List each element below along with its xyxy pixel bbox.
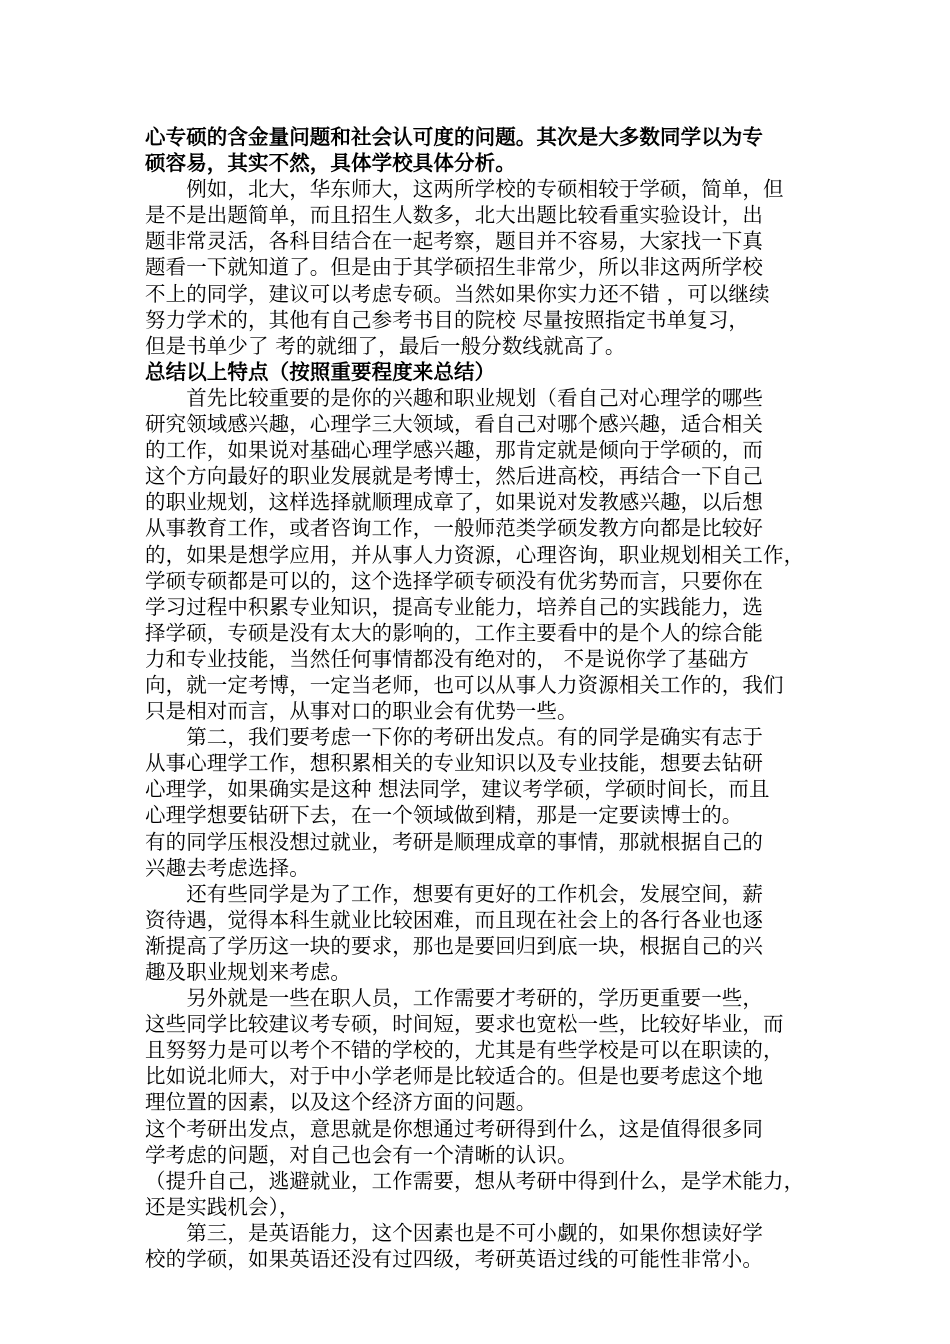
text-line: 有的同学压根没想过就业，考研是顺理成章的事情，那就根据自己的 [145,829,763,854]
text-line: 且努努力是可以考个不错的学校的，尤其是有些学校是可以在职读的， [145,1038,784,1063]
text-line: 心理学，如果确实是这种 想法同学，建议考学硕，学硕时间长，而且 [145,777,770,802]
text-line: （提升自己，逃避就业，工作需要，想从考研中得到什么，是学术能力， [145,1168,805,1193]
text-line: 校的学硕，如果英语还没有过四级，考研英语过线的可能性非常小。 [145,1247,763,1272]
text-line: 还有些同学是为了工作，想要有更好的工作机会，发展空间，薪 [145,881,763,906]
text-line: 题非常灵活，各科目结合在一起考察，题目并不容易，大家找一下真 [145,229,763,254]
text-line: 是不是出题简单，而且招生人数多，北大出题比较看重实验设计，出 [145,203,763,228]
text-line: 的，如果是想学应用，并从事人力资源，心理咨询，职业规划相关工作， [145,542,805,567]
heading-line: 总结以上特点（按照重要程度来总结） [145,359,496,384]
text-line: 第二，我们要考虑一下你的考研出发点。有的同学是确实有志于 [145,725,763,750]
text-line: 理位置的因素，以及这个经济方面的问题。 [145,1090,537,1115]
text-line: 从事心理学工作，想积累相关的专业知识以及专业技能，想要去钻研 [145,751,763,776]
text-line: 趣及职业规划来考虑。 [145,960,351,984]
text-line: 只是相对而言，从事对口的职业会有优势一些。 [145,699,578,724]
text-line: 兴趣去考虑选择。 [145,855,310,880]
document-page [145,124,817,1272]
text-line: 这个考研出发点，意思就是你想通过考研得到什么，这是值得很多同 [145,1116,763,1141]
text-line: 的职业规划，这样选择就顺理成章了，如果说对发教感兴趣，以后想 [145,490,763,515]
text-line: 资待遇，觉得本科生就业比较困难，而且现在社会上的各行各业也逐 [145,907,763,932]
text-line: 向，就一定考博，一定当老师，也可以从事人力资源相关工作的，我们 [145,672,784,697]
text-line: 学考虑的问题，对自己也会有一个清晰的认识。 [145,1142,578,1167]
text-line: 努力学术的，其他有自己参考书目的院校 尽量按照指定书单复习， [145,307,750,332]
text-line: 力和专业技能，当然任何事情都没有绝对的， 不是说你学了基础方 [145,646,750,671]
text-line: 心理学想要钻研下去，在一个领域做到精，那是一定要读博士的。 [145,803,743,828]
text-line: 的工作，如果说对基础心理学感兴趣，那肯定就是倾向于学硕的，而 [145,438,763,463]
heading-line: 心专硕的含金量问题和社会认可度的问题。其次是大多数同学以为专 [145,125,763,149]
text-line: 例如，北大，华东师大，这两所学校的专硕相较于学硕，简单，但 [145,177,784,202]
text-line: 第三，是英语能力，这个因素也是不可小觑的，如果你想读好学 [145,1220,763,1245]
text-line: 不上的同学，建议可以考虑专硕。当然如果你实力还不错 ，可以继续 [145,281,770,306]
text-line: 渐提高了学历这一块的要求，那也是要回归到底一块，根据自己的兴 [145,933,763,958]
text-line: 还是实践机会）， [145,1194,300,1219]
text-line: 择学硕，专硕是没有太大的影响的，工作主要看中的是个人的综合能 [145,620,763,645]
text-line: 这些同学比较建议考专硕，时间短，要求也宽松一些，比较好毕业，而 [145,1012,784,1037]
text-line: 从事教育工作，或者咨询工作，一般师范类学硕发教方向都是比较好 [145,516,763,541]
text-line: 学硕专硕都是可以的，这个选择学硕专硕没有优劣势而言，只要你在 [145,568,763,593]
text-line: 题看一下就知道了。但是由于其学硕招生非常少，所以非这两所学校 [145,255,763,280]
text-line: 研究领域感兴趣，心理学三大领域，看自己对哪个感兴趣，适合相关 [145,412,763,437]
text-line: 学习过程中积累专业知识，提高专业能力，培养自己的实践能力，选 [145,594,763,619]
text-line: 另外就是一些在职人员，工作需要才考研的，学历更重要一些， [145,986,763,1011]
text-line: 但是书单少了 考的就细了，最后一般分数线就高了。 [145,333,626,358]
heading-line: 硕容易，其实不然，具体学校具体分析。 [145,151,516,176]
text-line: 首先比较重要的是你的兴趣和职业规划（看自己对心理学的哪些 [145,385,763,410]
text-line: 比如说北师大，对于中小学老师是比较适合的。但是也要考虑这个地 [145,1064,763,1089]
text-line: 这个方向最好的职业发展就是考博士，然后进高校，再结合一下自己 [145,464,763,489]
